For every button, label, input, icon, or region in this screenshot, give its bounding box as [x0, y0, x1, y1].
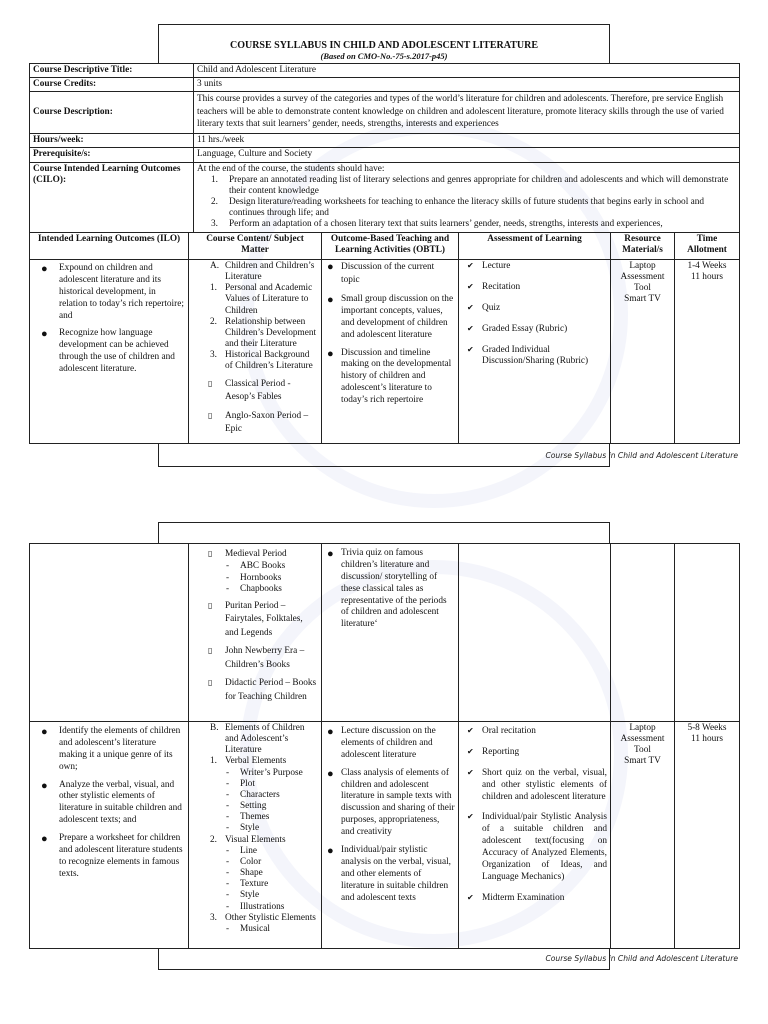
credits-label: Course Credits:	[30, 78, 194, 92]
content-text: Verbal Elements	[225, 756, 287, 767]
header-assessment: Assessment of Learning	[459, 233, 611, 260]
content-text: Line	[240, 845, 258, 856]
resource-cell	[611, 722, 675, 949]
content-text: Classical Period - Aesop’s Fables	[225, 378, 291, 403]
content-period	[192, 600, 318, 640]
list-item: ✔ Quiz	[459, 303, 608, 315]
content-text: Themes	[240, 812, 270, 823]
content-subitem: - ABC Books	[226, 561, 286, 572]
page-frame-line	[158, 443, 159, 467]
content-subitem: - Color	[226, 856, 262, 867]
obtl-cell	[322, 544, 459, 722]
header-resource: Resource Material/s	[611, 233, 675, 260]
header-obtl: Outcome-Based Teaching and Learning Activities (OBTL)	[322, 233, 459, 260]
list-item: ✔ Graded Individual Discussion/Sharing (Rubric)	[459, 345, 608, 369]
empty-box-icon: ▯	[208, 600, 213, 610]
syllabus-table-page-2	[29, 543, 740, 949]
time-hours: 11 hours	[691, 272, 723, 283]
content-text: ABC Books	[240, 561, 286, 572]
hours-label: Hours/week:	[30, 134, 194, 148]
ilo-cell-empty	[30, 544, 189, 722]
content-letter: A.	[210, 261, 220, 271]
list-item: ● Class analysis of elements of children and adolescent literature in sample texts with discussion and sharing of their purposes, appropriateness, and creativity	[322, 768, 456, 839]
resource-item: Smart TV	[624, 756, 661, 767]
content-subitem: - Setting	[226, 801, 267, 812]
content-period	[192, 645, 318, 672]
content-subitem: - Illustrations	[226, 901, 285, 912]
content-text: Characters	[240, 789, 280, 800]
header-content: Course Content/ Subject Matter	[189, 233, 322, 260]
list-item: ● Recognize how language development can be achieved through the use of children and adolescent literature.	[33, 328, 185, 376]
page-footer: Course Syllabus in Child and Adolescent Literature	[545, 954, 738, 963]
page-frame-line	[158, 948, 159, 970]
content-item	[192, 261, 318, 283]
descriptive-title-value: Child and Adolescent Literature	[194, 64, 740, 78]
description-value: This course provides a survey of the categories and types of the world’s literature for children and adolescents. Therefore, pre service English teachers will be able to demonstrate content knowledge on children and adolescent literature, promote literacy skills through the use of varied literary texts that suit learners’ gender, needs, strengths, interests and experiences	[194, 92, 740, 134]
ilo-cell	[30, 260, 189, 444]
content-subitem: - Line	[226, 845, 258, 856]
cilo-item-number: 2.	[211, 197, 218, 208]
resource-cell-empty	[611, 544, 675, 722]
resource-item: Assessment Tool	[620, 272, 665, 294]
content-number: 3.	[210, 350, 217, 361]
empty-box-icon: ▯	[208, 549, 213, 558]
content-period	[192, 677, 318, 704]
content-subitem: - Writer’s Purpose	[226, 767, 303, 778]
cilo-item	[197, 197, 736, 219]
content-text: John Newberry Era – Children’s Books	[225, 646, 305, 670]
content-subitem: - Hornbooks	[226, 572, 282, 583]
empty-box-icon: ▯	[208, 678, 213, 688]
resource-item: Smart TV	[624, 294, 661, 305]
empty-box-icon: ▯	[208, 410, 213, 420]
list-item: ● Prepare a worksheet for children and adolescent literature students to recognize elements in famous texts.	[33, 833, 185, 881]
content-subitem: - Chapbooks	[226, 583, 282, 594]
content-cell	[189, 544, 322, 722]
content-text: Chapbooks	[240, 583, 282, 594]
content-text: Musical	[240, 923, 270, 934]
cilo-item-number: 3.	[211, 219, 218, 230]
cilo-intro: At the end of the course, the students should have:	[197, 163, 385, 174]
cilo-item-text: Perform an adaptation of a chosen literary text that suits learners’ gender, needs, strengths, interests and experiences,	[229, 219, 663, 230]
prerequisite-label: Prerequisite/s:	[30, 148, 194, 162]
content-text: Historical Background of Children’s Literature	[225, 350, 313, 372]
descriptive-title-label: Course Descriptive Title:	[30, 64, 194, 78]
list-item: ✔ Short quiz on the verbal, visual, and other stylistic elements of children and adolescent literature	[459, 768, 608, 804]
time-cell	[675, 260, 740, 444]
list-item: ✔ Midterm Examination	[459, 893, 608, 905]
cilo-item-number: 1.	[211, 174, 218, 185]
list-item: ● Trivia quiz on famous children’s literature and discussion/ storytelling of these classical tales as representative of the periods of children and adolescent literature‘	[322, 548, 456, 631]
content-number: 3.	[210, 912, 217, 923]
content-text: Plot	[240, 778, 255, 789]
content-cell	[189, 722, 322, 949]
content-text: Medieval Period	[225, 549, 287, 559]
content-number: 1.	[210, 756, 217, 767]
empty-box-icon: ▯	[208, 378, 213, 388]
content-text: Children and Children’s Literature	[225, 261, 315, 283]
list-item: ✔ Individual/pair Stylistic Analysis of a suitable children and adolescent text(focusing on Accuracy of Analyzed Elements, Organization of Ideas, and Language Mechanics)	[459, 812, 608, 883]
list-item: ● Individual/pair stylistic analysis on the verbal, visual, and other elements of literature in suitable children and adolescent texts	[322, 845, 456, 904]
resource-item: Assessment Tool	[620, 734, 665, 756]
resource-cell	[611, 260, 675, 444]
content-item	[192, 283, 318, 316]
ilo-cell	[30, 722, 189, 949]
header-ilo: Intended Learning Outcomes (ILO)	[30, 233, 189, 260]
content-period	[192, 548, 318, 561]
time-hours: 11 hours	[691, 734, 723, 745]
assessment-cell	[459, 722, 611, 949]
cilo-label-text: Course Intended Learning Outcomes (CILO)	[33, 163, 181, 185]
content-item	[192, 835, 318, 846]
cilo-value	[194, 162, 740, 232]
list-item: ✔ Reporting	[459, 747, 608, 759]
resource-item: Laptop	[629, 261, 656, 271]
content-subitem: - Musical	[226, 923, 270, 934]
assessment-cell	[459, 260, 611, 444]
assessment-cell-empty	[459, 544, 611, 722]
content-cell	[189, 260, 322, 444]
list-item: ● Analyze the verbal, visual, and other stylistic elements of literature in suitable children and adolescent texts; and	[33, 780, 185, 828]
time-cell-empty	[675, 544, 740, 722]
content-item	[192, 723, 318, 756]
obtl-cell	[322, 260, 459, 444]
list-item: ● Discussion of the current topic	[322, 261, 456, 288]
content-text: Color	[240, 856, 262, 867]
list-item: ● Identify the elements of children and adolescent’s literature making it a unique genre of its own;	[33, 726, 185, 774]
page-frame-top	[158, 522, 610, 544]
content-subitem: - Characters	[226, 789, 280, 800]
list-item: ● Discussion and timeline making on the developmental history of children and adolescent’s literature to today’s rich repertoire	[322, 348, 456, 407]
content-number: 2.	[210, 316, 217, 327]
page-title: COURSE SYLLABUS IN CHILD AND ADOLESCENT LITERATURE	[229, 40, 539, 51]
content-text: Hornbooks	[240, 572, 282, 583]
list-item: ✔ Recitation	[459, 282, 608, 294]
content-item	[192, 317, 318, 350]
time-cell	[675, 722, 740, 949]
cilo-item-text: Design literature/reading worksheets for teaching to enhance the literacy skills of future students that begins early in school and continues through life; and	[229, 197, 705, 219]
page-frame-line	[158, 969, 610, 970]
content-subitem: - Style	[226, 823, 260, 834]
cilo-label-colon: :	[62, 174, 67, 185]
content-subitem: - Themes	[226, 812, 270, 823]
content-item	[192, 756, 318, 767]
list-item: ● Expound on children and adolescent literature and its historical development, in relation to today’s rich repertoire; and	[33, 263, 185, 322]
content-text: Illustrations	[240, 901, 285, 912]
page-subtitle: (Based on CMO-No.-75-s.2017-p45)	[320, 51, 448, 61]
content-text: Writer’s Purpose	[240, 767, 303, 778]
content-text: Other Stylistic Elements	[225, 912, 316, 923]
content-text: Personal and Academic Values of Literature to Children	[225, 283, 313, 316]
content-item	[192, 350, 318, 372]
cilo-item	[197, 219, 736, 230]
content-period	[192, 410, 318, 437]
header-time: Time Allotment	[675, 233, 740, 260]
list-item: ✔ Oral recitation	[459, 726, 608, 738]
content-subitem: - Texture	[226, 879, 269, 890]
cilo-item-text: Prepare an annotated reading list of literary selections and genres appropriate for children and adolescents and which will demonstrate their content knowledge	[229, 174, 729, 196]
content-text: Anglo-Saxon Period – Epic	[225, 410, 309, 434]
content-letter: B.	[210, 723, 219, 733]
course-info-table	[29, 63, 740, 233]
content-subitem: - Style	[226, 890, 260, 901]
content-text: Elements of Children and Adolescent’s Literature	[225, 723, 305, 756]
hours-value: 11 hrs./week	[194, 134, 740, 148]
description-label: Course Description:	[30, 92, 194, 134]
list-item: ● Lecture discussion on the elements of children and adolescent literature	[322, 726, 456, 762]
page-frame-line	[158, 466, 610, 467]
cilo-label	[30, 162, 194, 232]
content-number: 2.	[210, 834, 217, 845]
content-text: Visual Elements	[225, 834, 286, 845]
cilo-item	[197, 175, 736, 197]
content-text: Puritan Period – Fairytales, Folktales, and Legends	[225, 600, 303, 638]
page-footer: Course Syllabus in Child and Adolescent Literature	[545, 451, 738, 460]
content-text: Texture	[240, 879, 269, 890]
content-item	[192, 913, 318, 924]
resource-item: Laptop	[629, 723, 656, 733]
content-text: Setting	[240, 801, 267, 812]
content-number: 1.	[210, 283, 217, 294]
content-subitem: - Shape	[226, 868, 263, 879]
prerequisite-value: Language, Culture and Society	[194, 148, 740, 162]
list-item: ● Small group discussion on the important concepts, values, and development of children and adolescent literature	[322, 294, 456, 342]
list-item: ✔ Graded Essay (Rubric)	[459, 324, 608, 336]
syllabus-table-page-1	[29, 232, 740, 444]
empty-box-icon: ▯	[208, 646, 213, 656]
content-period	[192, 378, 318, 405]
time-weeks: 5-8 Weeks	[687, 723, 727, 733]
content-text: Relationship between Children’s Development and their Literature	[225, 316, 317, 350]
content-text: Style	[240, 823, 260, 834]
content-text: Shape	[240, 868, 263, 879]
content-subitem: - Plot	[226, 778, 255, 789]
list-item: ✔ Lecture	[459, 261, 608, 273]
credits-value: 3 units	[194, 78, 740, 92]
time-weeks: 1-4 Weeks	[687, 261, 727, 271]
content-text: Didactic Period – Books for Teaching Children	[225, 678, 317, 702]
obtl-cell	[322, 722, 459, 949]
content-text: Style	[240, 890, 260, 901]
